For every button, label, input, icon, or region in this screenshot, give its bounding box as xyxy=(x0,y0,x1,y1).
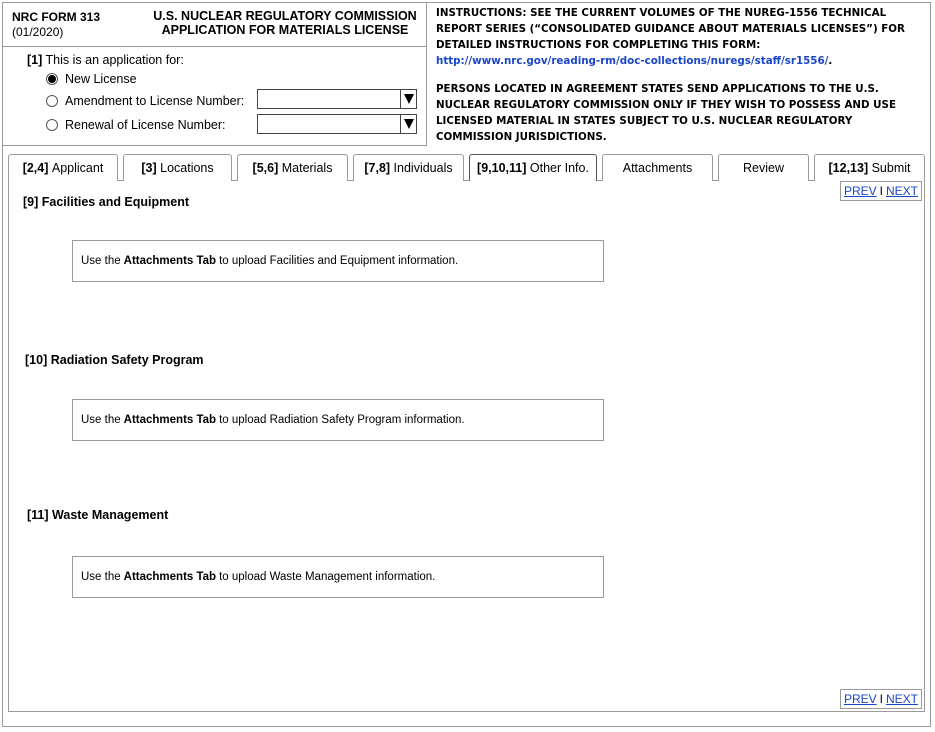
radio-new-license[interactable] xyxy=(46,73,58,85)
next-link[interactable]: NEXT xyxy=(886,692,919,706)
form-number: NRC FORM 313 xyxy=(12,10,101,24)
application-type-section xyxy=(2,46,427,146)
nureg-link[interactable]: http://www.nrc.gov/reading-rm/doc-collections/nuregs/staff/sr1556/ xyxy=(436,55,829,67)
form-subtitle: APPLICATION FOR MATERIALS LICENSE xyxy=(161,23,409,37)
next-link[interactable]: NEXT xyxy=(886,184,919,198)
radio-renewal[interactable] xyxy=(46,119,58,131)
form-header xyxy=(2,2,427,47)
prev-link[interactable]: PREV xyxy=(843,692,877,706)
form-title xyxy=(120,9,450,37)
instructions xyxy=(436,5,928,157)
tab-locations[interactable]: [3] Locations xyxy=(123,154,232,181)
tab-materials[interactable]: [5,6] Materials xyxy=(237,154,348,181)
question-text: This is an application for: xyxy=(45,53,184,67)
question-number: [1] xyxy=(27,53,43,67)
section-title-radiation-safety: [10] Radiation Safety Program xyxy=(25,353,204,367)
tab-submit[interactable]: [12,13] Submit xyxy=(814,154,925,181)
instructions-para-1: INSTRUCTIONS: SEE THE CURRENT VOLUMES OF THE NUREG-1556 TECHNICAL REPORT SERIES (“CONSOLIDATED GUIDANCE ABOUT MATERIALS LICENSES”) FOR DETAILED INSTRUCTIONS FOR COMPLETING THIS FORM: http://www.nrc.gov/reading-rm/doc-collections/nuregs/staff/sr1556/. xyxy=(436,7,905,67)
tab-attachments[interactable]: Attachments xyxy=(602,154,713,181)
section-title-facilities: [9] Facilities and Equipment xyxy=(23,195,190,209)
option-label: New License xyxy=(65,72,137,86)
renewal-license-select[interactable] xyxy=(257,114,417,134)
option-label: Amendment to License Number: xyxy=(65,94,245,108)
chevron-down-icon[interactable] xyxy=(400,115,416,133)
tab-applicant[interactable]: [2,4] Applicant xyxy=(8,154,118,181)
facilities-info-box: Use the Attachments Tab to upload Facilities and Equipment information. xyxy=(72,240,604,282)
amendment-license-select[interactable] xyxy=(257,89,417,109)
instructions-para-2: PERSONS LOCATED IN AGREEMENT STATES SEND APPLICATIONS TO THE U.S. NUCLEAR REGULATORY COMMISSION ONLY IF THEY WISH TO POSSESS AND USE LICENSED MATERIAL IN STATES SUBJECT TO U.S. NUCLEAR REGULATORY COMMISSION JURISDICTIONS. xyxy=(436,83,896,143)
option-amendment[interactable] xyxy=(46,94,244,108)
page-nav-top: PREV I NEXT xyxy=(840,181,922,201)
page-nav-bottom: PREV I NEXT xyxy=(840,689,922,709)
radio-amendment[interactable] xyxy=(46,95,58,107)
section-title-waste-management: [11] Waste Management xyxy=(27,508,169,522)
tab-individuals[interactable]: [7,8] Individuals xyxy=(353,154,464,181)
agency-name: U.S. NUCLEAR REGULATORY COMMISSION xyxy=(153,9,417,23)
tab-other-info[interactable]: [9,10,11] Other Info. xyxy=(469,154,597,181)
option-new-license[interactable] xyxy=(46,72,137,86)
tab-review[interactable]: Review xyxy=(718,154,809,181)
form-date: (01/2020) xyxy=(12,25,64,39)
chevron-down-icon[interactable] xyxy=(400,90,416,108)
prev-link[interactable]: PREV xyxy=(843,184,877,198)
application-question xyxy=(27,53,184,67)
option-renewal[interactable] xyxy=(46,118,226,132)
waste-management-info-box: Use the Attachments Tab to upload Waste Management information. xyxy=(72,556,604,598)
option-label: Renewal of License Number: xyxy=(65,118,226,132)
radiation-safety-info-box: Use the Attachments Tab to upload Radiation Safety Program information. xyxy=(72,399,604,441)
